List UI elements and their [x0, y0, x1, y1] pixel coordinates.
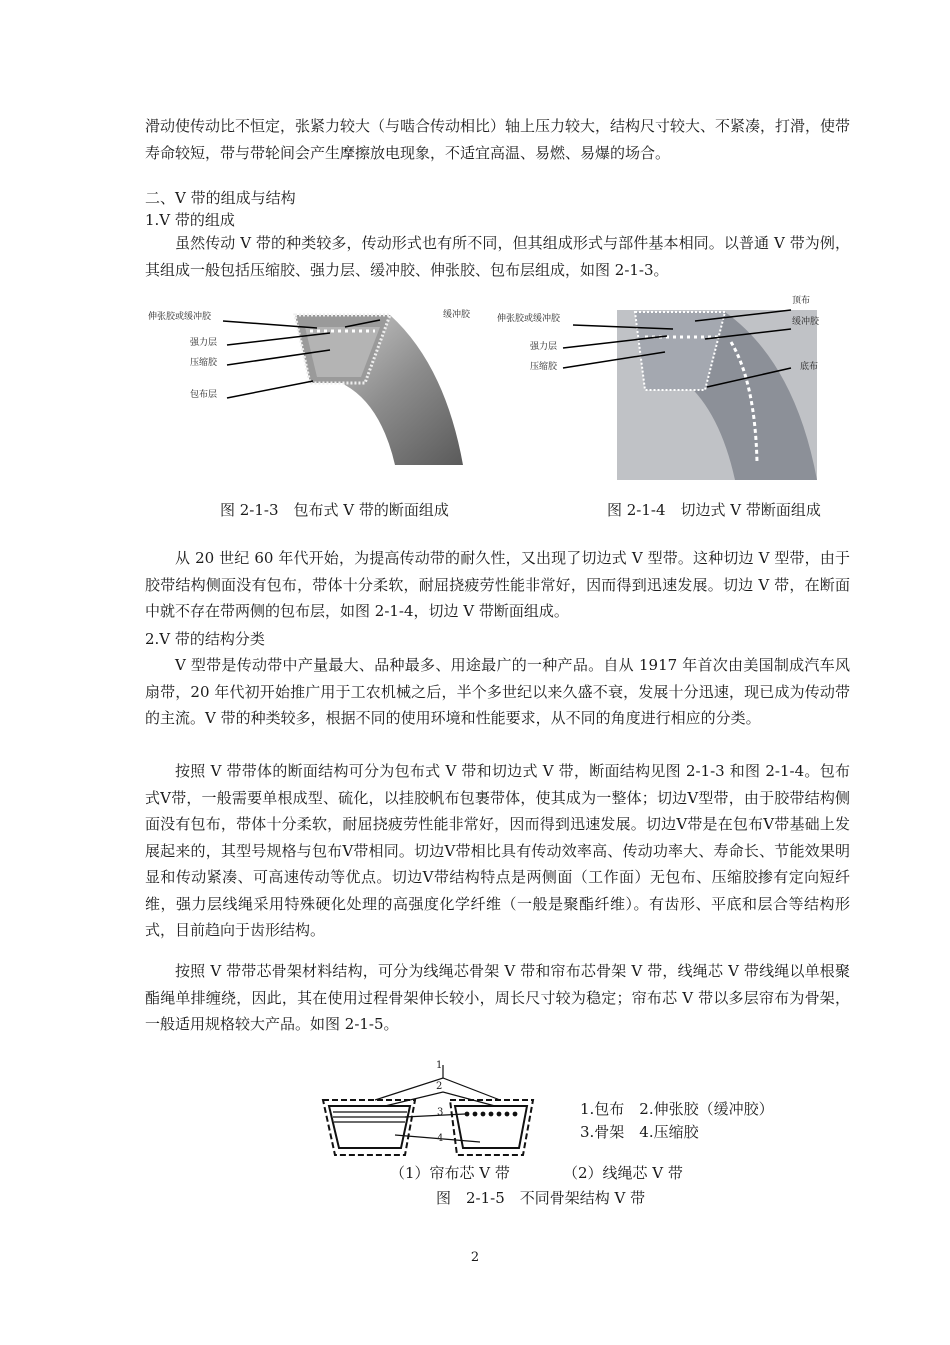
label-stretch-or-cushion: 伸张胶或缓冲胶 — [148, 312, 212, 322]
subcaption-cord-core: （2）线绳芯 V 带 — [563, 1164, 683, 1182]
label-wrap-cover: 包布层 — [190, 390, 218, 400]
figure-2-1-4 — [495, 292, 835, 484]
figure-legend-line-2: 3.骨架 4.压缩胶 — [580, 1123, 699, 1141]
paragraph-2: 虽然传动 V 带的种类较多，传动形式也有所不同，但其组成形式与部件基本相同。以普通 V 带为例，其组成一般包括压缩胶、强力层、缓冲胶、伸张胶、包布层组成，如图 2-1-3。 — [145, 234, 850, 279]
callout-number-3: 3 — [437, 1107, 444, 1118]
paragraph-3: 从 20 世纪 60 年代开始，为提高传动带的耐久性，又出现了切边式 V 型带。这种切边 V 型带，由于胶带结构侧面没有包布，带体十分柔软，耐屈挠疲劳性能非常好，因而得到迅速发展。切边 V 带，在断面中就不存在带两侧的包布层，如图 2-1-4，切边 V 带断面组成。 — [145, 549, 850, 620]
paragraph-5: 按照 V 带带体的断面结构可分为包布式 V 带和切边式 V 带，断面结构见图 2-1-3 和图 2-1-4。包布式V带，一般需要单根成型、硫化，以挂胶帆布包裹带体，使其成为一整体；切边V型带，由于胶带结构侧面没有包布，带体十分柔软，耐屈挠疲劳性能非常好，因而得到迅速发展。切边V带是在包布V带基础上发展起来的，其型号规格与包布V带相同。切边V带相比具有传动效率高、传动功率大、寿命长、节能效果明显和传动紧凑、可高速传动等优点。切边V带结构特点是两侧面（工作面）无包布、压缩胶掺有定向短纤维，强力层线绳采用特殊硬化处理的高强度化学纤维（一般是聚酯纤维）。有齿形、平底和层合等结构形式，目前趋向于齿形结构。 — [145, 762, 850, 939]
label-bottom-cloth: 底布 — [800, 362, 819, 372]
page-number: 2 — [470, 1250, 480, 1265]
subsection-heading-1: 1.V 带的组成 — [145, 211, 235, 229]
label-cushion: 缓冲胶 — [792, 317, 820, 327]
subcaption-cord-fabric-core: （1）帘布芯 V 带 — [390, 1164, 510, 1182]
figure-2-1-3 — [145, 295, 475, 490]
figure-caption-2-1-3: 图 2-1-3 包布式 V 带的断面组成 — [220, 501, 449, 519]
v-belt-skeleton-diagram — [315, 1060, 550, 1170]
figure-2-1-5 — [315, 1060, 550, 1170]
label-cushion: 缓冲胶 — [443, 310, 471, 320]
section-heading: 二、V 带的组成与结构 — [145, 189, 296, 207]
label-stretch-or-cushion: 伸张胶或缓冲胶 — [497, 314, 561, 324]
figure-legend-line-1: 1.包布 2.伸张胶（缓冲胶） — [580, 1100, 774, 1118]
label-tension-member: 强力层 — [530, 342, 558, 352]
label-compression: 压缩胶 — [190, 358, 218, 368]
callout-number-4: 4 — [437, 1133, 444, 1144]
paragraph-6: 按照 V 带带芯骨架材料结构，可分为线绳芯骨架 V 带和帘布芯骨架 V 带，线绳芯 V 带线绳以单根聚酯绳单排缠绕，因此，其在使用过程骨架伸长较小，周长尺寸较为稳定；帘布芯 V 带以多层帘布为骨架，一般适用规格较大产品。如图 2-1-5。 — [145, 962, 850, 1033]
callout-number-1: 1 — [436, 1060, 443, 1071]
paragraph-4: V 型带是传动带中产量最大、品种最多、用途最广的一种产品。自从 1917 年首次由美国制成汽车风扇带，20 年代初开始推广用于工农机械之后，半个多世纪以来久盛不衰，发展十分迅速，现已成为传动带的主流。V 带的种类较多，根据不同的使用环境和性能要求，从不同的角度进行相应的分类。 — [145, 656, 850, 727]
figure-caption-2-1-4: 图 2-1-4 切边式 V 带断面组成 — [607, 501, 821, 519]
callout-number-2: 2 — [436, 1081, 443, 1092]
figure-caption-2-1-5: 图 2-1-5 不同骨架结构 V 带 — [436, 1189, 646, 1207]
subsection-heading-2: 2.V 带的结构分类 — [145, 630, 265, 648]
label-compression: 压缩胶 — [530, 362, 558, 372]
label-top-cloth: 顶布 — [792, 296, 811, 306]
label-tension-member: 强力层 — [190, 338, 218, 348]
paragraph-1: 滑动使传动比不恒定，张紧力较大（与啮合传动相比）轴上压力较大，结构尺寸较大、不紧凑，打滑，使带寿命较短，带与带轮间会产生摩擦放电现象，不适宜高温、易燃、易爆的场合。 — [145, 117, 851, 162]
